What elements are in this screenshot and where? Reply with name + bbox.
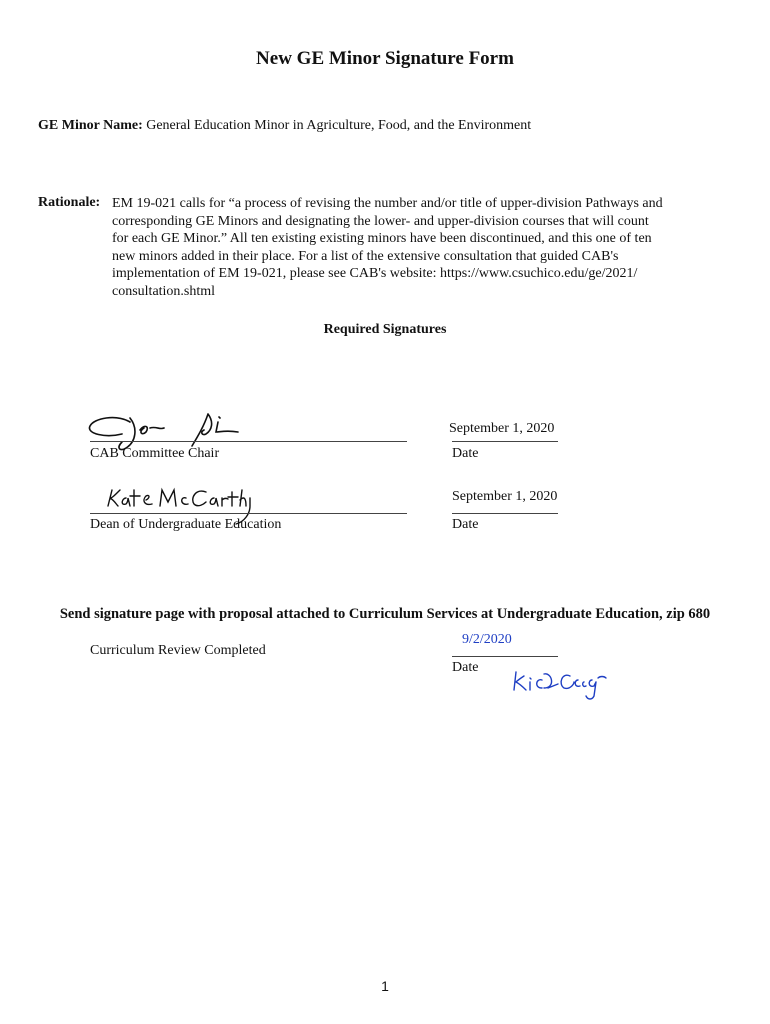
rationale-label: Rationale: [38,195,101,210]
rationale-line: new minors added in their place. For a list of the extensive consultation that guided CAB's [112,248,619,264]
review-date-label: Date [452,660,479,675]
page-number: 1 [381,978,389,994]
rationale-text [112,195,722,301]
rationale-line: implementation of EM 19-021, please see CAB's website: https://www.csuchico.edu/ge/2021/ [112,266,638,282]
date-line [452,656,558,657]
chair-date-label: Date [452,446,479,461]
signature-line [90,513,407,514]
date-line [452,441,558,442]
minor-name-label: GE Minor Name: [38,118,143,133]
dean-role-label: Dean of Undergraduate Education [90,517,282,532]
review-date-value: 9/2/2020 [462,632,512,647]
rationale-line: consultation.shtml [112,283,216,299]
page-title: New GE Minor Signature Form [256,48,514,69]
signature-line [90,441,407,442]
dean-date-value: September 1, 2020 [452,489,558,504]
rationale-line: EM 19-021 calls for “a process of revising the number and/or title of upper-division Pathways and [112,196,663,211]
chair-date-value: September 1, 2020 [449,421,555,436]
rationale-line: corresponding GE Minors and designating the lower- and upper-division courses that will count [112,213,649,229]
curriculum-review-label: Curriculum Review Completed [90,643,266,658]
rationale-line: for each GE Minor.” All ten existing existing minors have been discontinued, and this one of ten [112,231,652,247]
send-instruction: Send signature page with proposal attached to Curriculum Services at Undergraduate Education, zip 680 [59,606,711,622]
review-signature [512,668,608,702]
date-line [452,513,558,514]
minor-name-row [38,118,531,134]
minor-name-value: General Education Minor in Agriculture, Food, and the Environment [146,118,532,133]
chair-role-label: CAB Committee Chair [90,446,220,461]
dean-date-label: Date [452,517,479,532]
required-signatures-heading: Required Signatures [323,322,447,337]
